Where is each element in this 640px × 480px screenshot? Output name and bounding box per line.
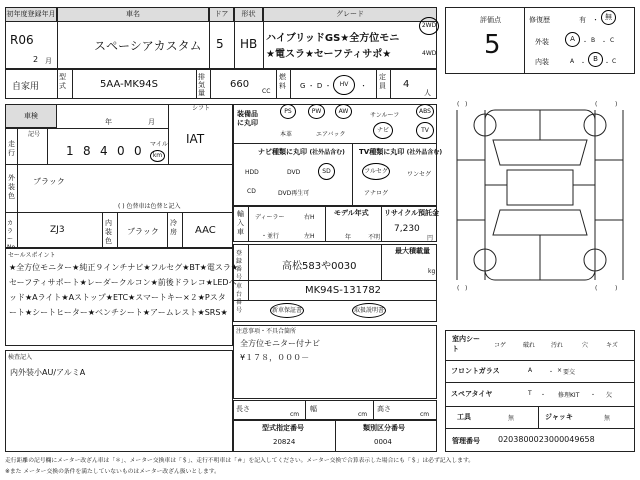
interior-grade-label: 内装	[535, 58, 549, 66]
mile-label: マイル	[150, 141, 168, 148]
grade-line2: ★電スラ★セーフティサポ★	[266, 49, 392, 60]
interior-grade-dot1: ・	[580, 60, 587, 67]
length-label: 長さ	[236, 405, 250, 413]
doors: 5	[216, 37, 224, 51]
spare-t: T	[528, 390, 532, 397]
spare-dot1: ・	[540, 392, 547, 399]
sales-point-label: セールスポイント	[8, 252, 56, 259]
mileage-digit-4: 0	[117, 144, 125, 158]
max-load-unit: kg	[428, 268, 436, 275]
equip-sunroof: サンルーフ	[370, 112, 400, 119]
sales-line-2: セーフティサポート★レーダークルコン★前後ドラレコ★LEDヘ	[9, 278, 237, 287]
seat-item-tear: 破れ	[523, 342, 536, 349]
svg-text:(: (	[595, 285, 598, 292]
interior-grade-dot2: ・	[604, 60, 611, 67]
equip-tv: TV	[416, 122, 434, 139]
repair-label: 修復歴	[529, 16, 550, 24]
svg-text:): )	[615, 285, 618, 292]
spare-tire-label: スペアタイヤ	[451, 390, 493, 398]
category: 0004	[374, 438, 392, 446]
color-note: ( ) 色替車は色替と記入	[118, 203, 181, 210]
footer-line-1: 走行距離の記号欄にメーター改ざん車は「＊」、メーター交換車は「＄」、走行不明車は「＃」を記入してください。メーター交換で合算表示した場合にも「＄」は必ず記入します。	[5, 458, 475, 464]
seats: 4	[403, 79, 410, 90]
max-load-label: 最大積載量	[395, 247, 430, 255]
fuel-hv-selected: HV	[333, 75, 355, 95]
width-unit: cm	[358, 411, 368, 418]
interior-grade-selected: B	[588, 52, 603, 67]
tv-header-sub: (社外品含む)	[406, 149, 443, 156]
ac-label: 冷房	[170, 219, 177, 236]
tv-analog: アナログ	[364, 190, 389, 197]
type-label: 型式	[59, 73, 66, 90]
first-reg-month: 2	[33, 55, 39, 64]
tools-label: 工具	[457, 413, 471, 421]
manual-selected: 取扱説明書	[352, 303, 386, 318]
model-name-label: 車名	[57, 7, 209, 22]
type-designation-label: 型式指定番号	[262, 424, 304, 432]
seats-unit: 人	[424, 89, 431, 97]
disp-label: 排気量	[198, 73, 205, 97]
color-no-label: カラーNo.	[7, 220, 17, 251]
tv-header	[359, 147, 442, 157]
spare-none: 欠	[606, 392, 613, 399]
recycle-unit: 円	[427, 235, 434, 242]
svg-text:): )	[615, 101, 618, 108]
height-label: 高さ	[377, 405, 391, 413]
km-selected: km	[150, 150, 165, 162]
interior-seat-label: 室内シート	[452, 335, 480, 353]
notes-line-2: ¥１７８，０００－	[240, 353, 310, 362]
length-unit: cm	[290, 411, 300, 418]
seats-label: 定員	[379, 73, 386, 90]
category-label: 類別区分番号	[363, 424, 405, 432]
equip-airbag: エアバック	[316, 131, 346, 138]
navi-header	[258, 147, 345, 157]
disp-unit: CC	[262, 88, 271, 95]
tools-value: 無	[508, 415, 515, 422]
import-left: 左H	[304, 233, 315, 240]
shaken-label: 車検	[5, 104, 57, 128]
import-parallel: ・並行	[261, 233, 280, 240]
jack-label: ジャッキ	[545, 413, 573, 421]
windshield-x: ×	[557, 367, 563, 374]
sales-line-3: ッド★Aライト★Aストップ★ETC★スマートキー×２★Pスタ	[9, 293, 226, 302]
plate-number: 高松583や0030	[282, 261, 357, 272]
navi-sd: SD	[318, 163, 335, 180]
exterior-color-label: 外装色	[8, 174, 15, 200]
navi-dvd-play: DVD再生可	[278, 190, 310, 197]
mileage-digit-3: 4	[100, 144, 108, 158]
seat-item-hole: 穴	[582, 342, 589, 349]
exterior-grade-dot1: ・	[582, 39, 589, 46]
mileage-digit-5: 0	[134, 144, 142, 158]
tv-fullseg: フルセグ	[362, 163, 390, 180]
navi-dvd: DVD	[287, 169, 301, 176]
interior-grade-a: A	[570, 58, 575, 65]
navi-cd: CD	[247, 188, 256, 195]
exterior-grade-dot2: ・	[601, 39, 608, 46]
equipment-label: 装備品に丸印	[237, 110, 258, 127]
note-label: 記号	[28, 131, 41, 138]
sales-line-1: ★全方位モニター★純正９インチナビ★フルセグ★BT★電スラ★	[9, 263, 239, 272]
interior-grade-c: C	[612, 58, 617, 65]
spare-kit: 修理KIT	[558, 392, 580, 399]
month-unit: 月	[45, 57, 52, 65]
tv-oneseg: ワンセグ	[407, 171, 432, 178]
exterior-grade-b: B	[591, 37, 596, 44]
drive-4wd: 4WD	[422, 50, 437, 57]
interior-color: ブラック	[127, 227, 159, 236]
windshield-replace: 要交	[563, 369, 576, 376]
inspector-label: 検査記入	[8, 354, 33, 361]
displacement: 660	[230, 79, 250, 90]
navi-header-text: ナビ種類に丸印	[258, 148, 307, 156]
import-dealer: ディーラー	[255, 214, 285, 221]
notes-label: 注意事項・不具合箇所	[236, 328, 297, 335]
seat-item-scratch: キズ	[606, 342, 618, 349]
spare-dot2: ・	[590, 392, 597, 399]
chassis-label: 車台番号	[236, 283, 243, 314]
type-designation: 20824	[273, 438, 296, 446]
svg-text:(: (	[457, 285, 460, 292]
svg-text:): )	[465, 101, 468, 108]
seat-item-burn: コゲ	[494, 342, 507, 349]
recycle-value: 7,230	[394, 224, 420, 234]
exterior-grade-selected: A	[565, 32, 580, 47]
drive-2wd-selected: 2WD	[419, 17, 439, 35]
model-type: 5AA-MK94S	[100, 79, 158, 90]
new-warranty-selected: 新車保証書	[270, 303, 304, 318]
equip-aw: AW	[335, 104, 352, 119]
fuel-label: 燃料	[279, 73, 286, 90]
model-year-year: 年	[345, 234, 352, 241]
jack-value: 無	[604, 415, 611, 422]
width-label: 幅	[310, 405, 317, 413]
dimensions-box	[233, 400, 437, 420]
equip-leather: 本革	[280, 131, 293, 138]
repair-no-selected: 無	[601, 10, 616, 25]
ac: AAC	[195, 225, 216, 236]
transmission: IAT	[186, 132, 205, 146]
import-right: 右H	[304, 214, 315, 221]
mileage-digit-1: 1	[66, 144, 74, 158]
reg-label: 登録番号	[236, 250, 243, 281]
navi-hdd: HDD	[245, 169, 259, 176]
first-reg-label: 初年度登録年月	[5, 7, 57, 22]
body-label: 形状	[234, 7, 263, 22]
color-no: ZJ3	[50, 225, 65, 235]
svg-text:(: (	[457, 101, 460, 108]
model-year-unknown: 不明	[368, 234, 381, 241]
repair-sep: ・	[592, 16, 599, 24]
windshield-a: A	[528, 367, 533, 374]
model-name: スペーシアカスタム	[94, 39, 202, 53]
shift-label: シフト	[192, 105, 211, 112]
inspector-box	[5, 350, 233, 452]
grade-label: グレード	[263, 7, 437, 22]
car-damage-diagram	[445, 90, 635, 320]
svg-text:(: (	[595, 101, 598, 108]
equip-ps: PS	[280, 104, 296, 119]
import-label: 輸入車	[237, 210, 244, 236]
grade-line1: ハイブリッドGS★全方位モニ	[266, 33, 400, 44]
model-year-label: モデル年式	[334, 209, 369, 217]
equip-navi: ナビ	[373, 122, 393, 139]
equip-pw: PW	[308, 104, 325, 119]
repair-yes: 有	[579, 16, 586, 24]
shaken-year: 年	[105, 118, 112, 126]
score-label: 評価点	[480, 16, 501, 24]
recycle-label: リサイクル預託金	[384, 209, 440, 217]
tv-header-text: TV種類に丸印	[359, 148, 405, 156]
shaken-month: 月	[148, 118, 155, 126]
fuel-options: G ・ D ・	[300, 82, 332, 90]
footer-line-2: ※また メーター交換の条件を満たしていないものはメーター改ざん扱いとします。	[5, 469, 220, 475]
exterior-grade-c: C	[610, 37, 615, 44]
windshield-dot: ・	[548, 369, 555, 376]
score: 5	[484, 30, 501, 60]
vehicle-use: 自家用	[12, 82, 40, 92]
notes-line-1: 全方位モニター付ナビ	[240, 339, 320, 348]
windshield-label: フロントガラス	[451, 367, 500, 375]
body: HB	[240, 37, 258, 51]
exterior-color: ブラック	[33, 177, 65, 186]
mileage-digit-2: 8	[83, 144, 91, 158]
fuel-tail: ・	[360, 82, 367, 90]
mgmt-number: 0203800023000049658	[498, 435, 595, 444]
mileage-label: 走行	[8, 140, 15, 157]
doors-label: ドア	[209, 7, 234, 22]
sales-line-4: ート★シートヒーター★ベンチシート★アームレスト★SRS★	[9, 308, 228, 317]
mgmt-label: 管理番号	[452, 437, 480, 445]
inspector-text: 内外装小AU/アルミA	[10, 368, 86, 377]
seat-item-dirt: 汚れ	[551, 342, 564, 349]
first-reg-year: R06	[10, 33, 34, 47]
height-unit: cm	[420, 411, 430, 418]
exterior-grade-label: 外装	[535, 38, 549, 46]
interior-color-label: 内装色	[105, 219, 112, 245]
equip-abs: ABS	[416, 104, 434, 119]
chassis-number: MK94S-131782	[305, 285, 382, 296]
navi-header-sub: (社外品含む)	[309, 149, 345, 156]
svg-text:): )	[465, 285, 468, 292]
